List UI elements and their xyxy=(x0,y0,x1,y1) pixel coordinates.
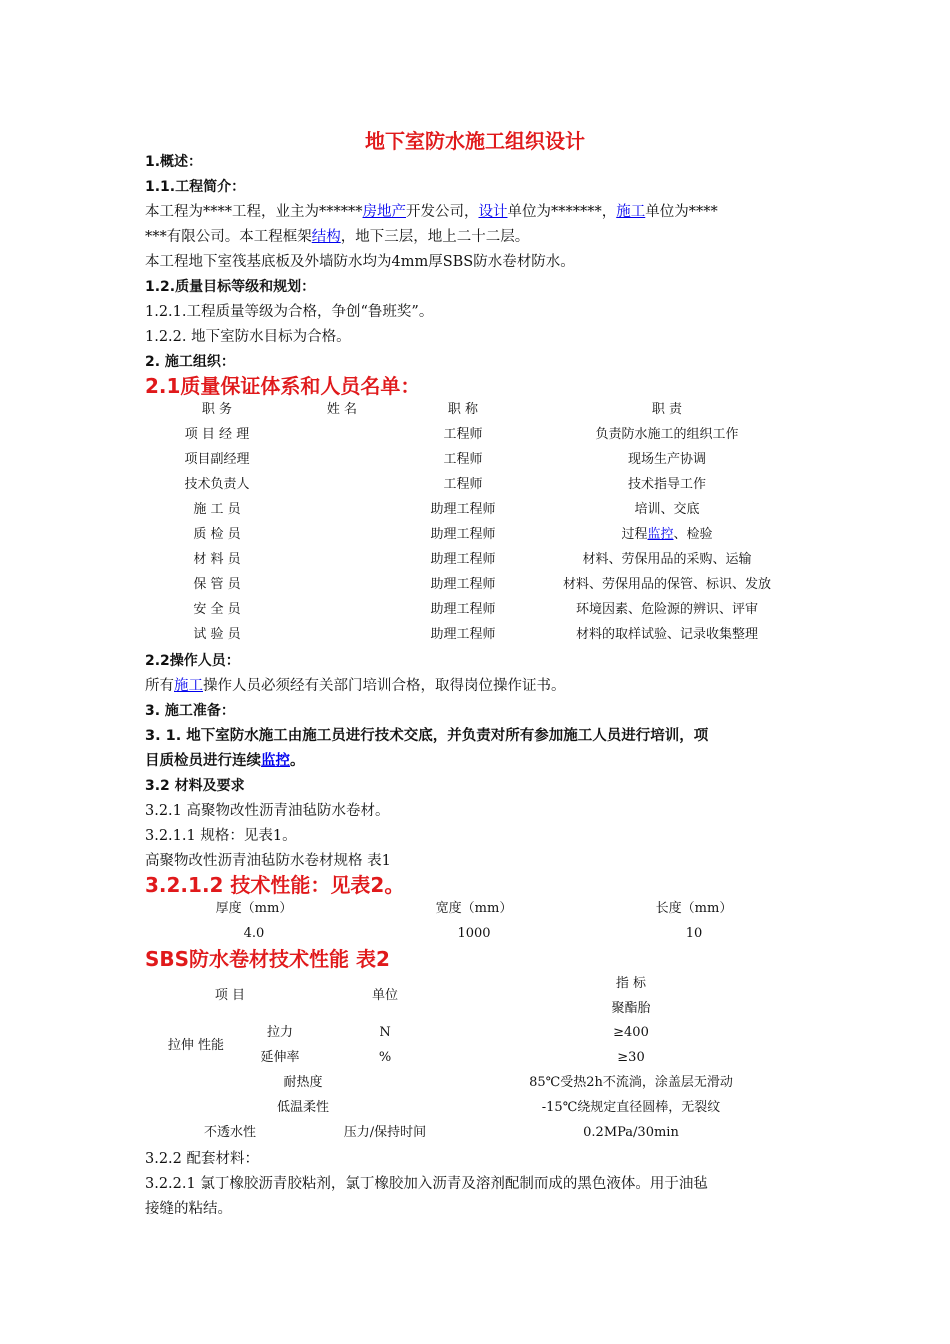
link-construction-2[interactable]: 施工 xyxy=(174,678,203,694)
text: 、检验 xyxy=(673,527,713,542)
staff-header-title: 职 称 xyxy=(447,402,479,417)
staff-cell: 助理工程师 xyxy=(430,627,496,642)
paragraph-3-2-1: 3.2.1 高聚物改性沥青油毡防水卷材。 xyxy=(145,803,390,819)
staff-cell: 材料的取样试验、记录收集整理 xyxy=(575,627,759,642)
staff-cell: 助理工程师 xyxy=(430,527,496,542)
link-monitoring-2[interactable]: 监控 xyxy=(261,753,290,769)
staff-cell: 负责防水施工的组织工作 xyxy=(595,427,739,442)
paragraph-waterproof: 本工程地下室筏基底板及外墙防水均为4mm厚SBS防水卷材防水。 xyxy=(145,254,575,270)
staff-cell: 施 工 员 xyxy=(193,502,241,517)
paragraph-3-1-line2 xyxy=(145,751,305,771)
staff-cell: 保 管 员 xyxy=(193,577,241,592)
staff-cell: 工程师 xyxy=(443,427,483,442)
staff-cell: 项目副经理 xyxy=(184,452,250,467)
staff-cell: 试 验 员 xyxy=(193,627,241,642)
text: 单位为**** xyxy=(645,204,718,220)
staff-cell: 助理工程师 xyxy=(430,577,496,592)
staff-cell: 环境因素、危险源的辨识、评审 xyxy=(575,602,759,617)
link-real-estate[interactable]: 房地产 xyxy=(362,204,406,220)
table2-caption: SBS防水卷材技术性能 表2 xyxy=(145,947,390,971)
perf-item: 不透水性 xyxy=(203,1125,257,1140)
paragraph-operators xyxy=(145,676,566,696)
perf-value: ≥30 xyxy=(617,1050,645,1065)
perf-value: -15℃绕规定直径圆棒，无裂纹 xyxy=(541,1100,721,1115)
paragraph-3-2-2-1-line1: 3.2.2.1 氯丁橡胶沥青胶粘剂，氯丁橡胶加入沥青及溶剂配制而成的黑色液体。用于油毡 xyxy=(145,1176,708,1192)
perf-header-polyester: 聚酯胎 xyxy=(611,1001,651,1016)
section-3-2-heading: 3.2 材料及要求 xyxy=(145,778,245,794)
document-title: 地下室防水施工组织设计 xyxy=(365,129,585,153)
perf-header-index: 指 标 xyxy=(615,976,647,991)
link-monitoring[interactable]: 监控 xyxy=(647,527,674,542)
staff-header-position: 职 务 xyxy=(201,402,233,417)
spec-value-length: 10 xyxy=(685,926,703,941)
section-3-heading: 3. 施工准备： xyxy=(145,703,235,719)
perf-value: 85℃受热2h不流淌，涂盖层无滑动 xyxy=(529,1075,733,1090)
section-1-1-heading: 1.1.工程简介： xyxy=(145,179,246,195)
staff-header-name: 姓 名 xyxy=(326,402,358,417)
link-construction[interactable]: 施工 xyxy=(616,204,646,220)
staff-cell: 材料、劳保用品的采购、运输 xyxy=(582,552,752,567)
staff-cell: 项 目 经 理 xyxy=(184,427,250,442)
staff-cell: 助理工程师 xyxy=(430,602,496,617)
paragraph-3-2-1-1: 3.2.1.1 规格：见表1。 xyxy=(145,828,297,844)
section-2-2-heading: 2.2操作人员： xyxy=(145,653,240,669)
perf-item: 拉力 xyxy=(266,1025,294,1040)
staff-cell: 助理工程师 xyxy=(430,552,496,567)
staff-cell: 助理工程师 xyxy=(430,502,496,517)
staff-cell: 安 全 员 xyxy=(193,602,241,617)
text: 目质检员进行连续 xyxy=(145,753,261,769)
text: ，地下三层，地上二十二层。 xyxy=(340,229,530,245)
perf-item: 耐热度 xyxy=(283,1075,323,1090)
perf-item: 延伸率 xyxy=(260,1050,300,1065)
paragraph-1-2-2: 1.2.2. 地下室防水目标为合格。 xyxy=(145,329,351,345)
text: 单位为*******， xyxy=(507,204,617,220)
section-1-2-heading: 1.2.质量目标等级和规划： xyxy=(145,279,316,295)
section-2-heading: 2. 施工组织： xyxy=(145,354,235,370)
perf-unit: N xyxy=(379,1025,391,1040)
text: 开发公司， xyxy=(406,204,479,220)
text: 。 xyxy=(290,753,305,769)
staff-header-duty: 职 责 xyxy=(651,402,683,417)
paragraph-3-2-2: 3.2.2 配套材料： xyxy=(145,1151,260,1167)
staff-cell: 质 检 员 xyxy=(193,527,241,542)
spec-value-thickness: 4.0 xyxy=(243,926,265,941)
paragraph-intro-line1 xyxy=(145,202,718,222)
perf-unit: % xyxy=(378,1050,392,1065)
spec-header-thickness: 厚度（mm） xyxy=(215,901,293,916)
staff-cell: 工程师 xyxy=(443,477,483,492)
section-2-1-heading: 2.1质量保证体系和人员名单： xyxy=(145,374,421,398)
staff-cell-duty-qc xyxy=(621,526,712,544)
perf-value: ≥400 xyxy=(613,1025,649,1040)
staff-cell: 培训、交底 xyxy=(634,502,700,517)
paragraph-intro-line2 xyxy=(145,227,529,247)
staff-cell: 现场生产协调 xyxy=(627,452,707,467)
text: 所有 xyxy=(145,678,174,694)
table1-caption: 高聚物改性沥青油毡防水卷材规格 表1 xyxy=(145,853,391,869)
section-3-2-1-2-heading: 3.2.1.2 技术性能：见表2。 xyxy=(145,873,405,897)
perf-header-item: 项 目 xyxy=(214,988,246,1003)
link-design[interactable]: 设计 xyxy=(478,204,508,220)
paragraph-3-1-line1: 3. 1. 地下室防水施工由施工员进行技术交底，并负责对所有参加施工人员进行培训，项 xyxy=(145,728,709,744)
section-1-heading: 1.概述： xyxy=(145,154,203,170)
staff-cell: 材料、劳保用品的保管、标识、发放 xyxy=(562,577,772,592)
paragraph-3-2-2-1-line2: 接缝的粘结。 xyxy=(145,1201,232,1217)
paragraph-1-2-1: 1.2.1.工程质量等级为合格，争创“鲁班奖”。 xyxy=(145,304,434,320)
perf-item: 低温柔性 xyxy=(276,1100,330,1115)
perf-unit: 压力/保持时间 xyxy=(343,1125,427,1140)
text: 过程 xyxy=(621,527,648,542)
text: 操作人员必须经有关部门培训合格，取得岗位操作证书。 xyxy=(203,678,566,694)
perf-tensile-group: 拉伸 性能 xyxy=(167,1038,225,1053)
spec-value-width: 1000 xyxy=(457,926,491,941)
spec-header-length: 长度（mm） xyxy=(655,901,733,916)
staff-cell: 材 料 员 xyxy=(193,552,241,567)
text: ***有限公司。本工程框架 xyxy=(145,229,312,245)
perf-header-unit: 单位 xyxy=(371,988,399,1003)
spec-header-width: 宽度（mm） xyxy=(435,901,513,916)
text: 本工程为****工程，业主为****** xyxy=(145,204,363,220)
staff-cell: 技术负责人 xyxy=(184,477,250,492)
perf-value: 0.2MPa/30min xyxy=(583,1125,679,1140)
link-structure[interactable]: 结构 xyxy=(311,229,341,245)
staff-cell: 工程师 xyxy=(443,452,483,467)
staff-cell: 技术指导工作 xyxy=(627,477,707,492)
